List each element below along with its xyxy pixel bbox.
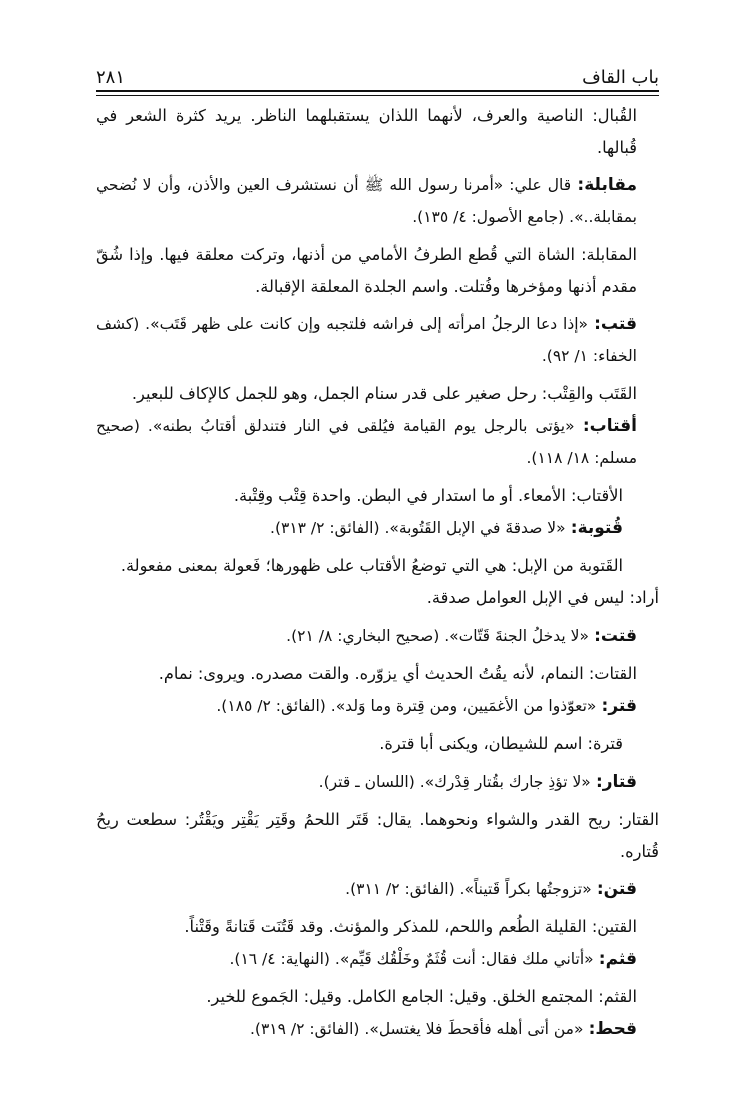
entry-definition <box>96 658 659 690</box>
entry-text: الأقتاب: الأمعاء. أو ما استدار في البطن. واحدة قِتْب وقِتْبة. <box>233 486 623 505</box>
entry <box>96 512 659 544</box>
entry-headword: قتن: <box>596 879 637 899</box>
entry <box>96 169 659 233</box>
entry-definition <box>96 981 659 1013</box>
chapter-title: باب القاف <box>582 67 659 88</box>
entry <box>96 873 659 905</box>
entry-headword: قتب: <box>594 314 637 334</box>
entry-text: «من أتى أهله فأقحطَ فلا يغتسل». (الفائق: ٢/ ٣١٩). <box>250 1020 584 1038</box>
entry-text: «لا صدقةَ في الإبل القَتُوبة». (الفائق: ٢/ ٣١٣). <box>270 519 566 537</box>
header-rule-thin <box>96 95 659 96</box>
entry-definition <box>96 480 659 512</box>
entry-definition <box>96 728 659 760</box>
entry-text: القُبال: الناصية والعرف، لأنهما اللذان يستقبلهما الناظر. يريد كثرة الشعر في قُبالها. <box>96 106 637 157</box>
entry-definition <box>96 804 659 867</box>
entry <box>96 308 659 372</box>
entry-definition <box>96 100 659 163</box>
entry <box>96 410 659 474</box>
entry <box>96 766 659 798</box>
entry-text: «لا تؤذِ جارك بقُتار قِدْرك». (اللسان ـ قتر). <box>318 773 591 791</box>
entry-text: «إذا دعا الرجلُ امرأته إلى فراشه فلتجبه وإن كانت على ظهر قَتَب». (كشف الخفاء: ١/ ٩٢). <box>96 315 637 365</box>
entry <box>96 620 659 652</box>
header-rule-thick <box>96 90 659 92</box>
entry-headword: أقتاب: <box>582 416 637 436</box>
entry-headword: قُتوبة: <box>570 518 623 538</box>
entry <box>96 690 659 722</box>
entry-definition <box>96 911 659 943</box>
entry-text: القَتَب والقِتْب: رحل صغير على قدر سنام الجمل، وهو للجمل كالإكاف للبعير. <box>131 384 637 403</box>
entry-definition <box>96 582 659 614</box>
entry-text: القثم: المجتمع الخلق. وقيل: الجامع الكامل. وقيل: الجَموع للخير. <box>206 987 637 1006</box>
entry-text: أراد: ليس في الإبل العوامل صدقة. <box>426 588 659 607</box>
entry-text: القَتوبة من الإبل: هي التي توضعُ الأقتاب على ظهورها؛ فَعولة بمعنى مفعولة. <box>120 556 623 575</box>
entry-headword: قتار: <box>595 772 637 792</box>
entry-headword: مقابلة: <box>577 175 637 195</box>
entry-text: «لا يدخلُ الجنةَ قَتّات». (صحيح البخاري: ٨/ ٢١). <box>286 627 589 645</box>
entry-text: «تعوّذوا من الأغمَيين، ومن قِترة وما وَلد». (الفائق: ٢/ ١٨٥). <box>216 697 597 715</box>
entry-definition <box>96 239 659 302</box>
entry-text: القتين: القليلة الطُعم واللحم، للمذكر والمؤنث. وقد قَتُنَت قَتانةً وقَتْناً. <box>184 917 637 936</box>
entry-text: «أتاني ملك فقال: أنت قُثَمٌ وخَلْقُك قَيِّم». (النهاية: ٤/ ١٦). <box>229 950 594 968</box>
entry-headword: قتر: <box>601 696 637 716</box>
entry-definition <box>96 378 659 410</box>
entry <box>96 943 659 975</box>
entry-headword: قثم: <box>598 949 637 969</box>
entry-definition <box>96 550 659 582</box>
page-number: ٢٨١ <box>96 67 126 88</box>
entry <box>96 1013 659 1045</box>
entry-text: «يؤتى بالرجل يوم القيامة فيُلقى في النار فتندلق أقتابُ بطنه». (صحيح مسلم: ١٨/ ١١٨). <box>96 417 637 467</box>
entry-text: «تزوجتُها بكراً قَتيناً». (الفائق: ٢/ ٣١١). <box>345 880 592 898</box>
entry-text: القتار: ريح القدر والشواء ونحوهما. يقال: قَتَر اللحمُ وقَتِر يَقْتِر ويَقْتُر: سطعت ريحُ قُتاره. <box>96 810 659 861</box>
entry-text: قترة: اسم للشيطان، ويكنى أبا قترة. <box>379 734 623 753</box>
entry-text: القتات: النمام، لأنه يقُتُ الحديث أي يزوّره. والقت مصدره. ويروى: نمام. <box>158 664 637 683</box>
entry-text: قال علي: «أمرنا رسول الله ﷺ أن نستشرف العين والأذن، وأن لا نُضحي بمقابلة..». (جامع الأصول: ٤/ ١٣٥). <box>96 176 637 226</box>
dictionary-entries <box>96 100 659 1045</box>
entry-headword: قحط: <box>588 1019 637 1039</box>
page-header <box>96 60 659 88</box>
entry-text: المقابلة: الشاة التي قُطع الطرفُ الأمامي من أذنها، وتركت معلقة فيها. وإذا شُقّ مقدم أذنها ومؤخرها وفُتلت. واسم الجلدة المعلقة الإقبالة. <box>96 245 637 296</box>
entry-headword: قتت: <box>594 626 637 646</box>
